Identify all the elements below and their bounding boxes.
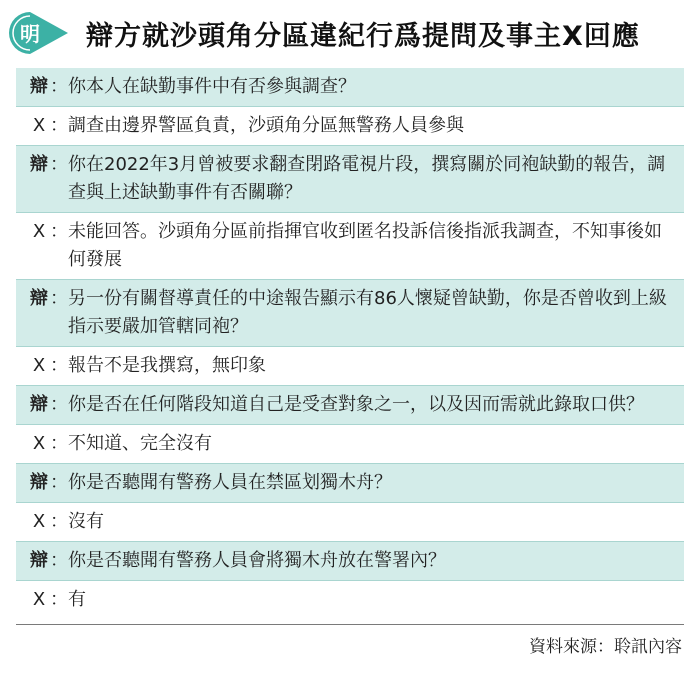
- colon: ：: [50, 433, 68, 454]
- qa-table: [16, 68, 684, 619]
- colon: ：: [50, 511, 68, 532]
- colon: ：: [50, 154, 68, 175]
- answer-speaker: X: [32, 589, 46, 610]
- question-row: [16, 385, 684, 424]
- question-speaker: 辯: [30, 154, 48, 175]
- question-row: [16, 541, 684, 580]
- question-row: [16, 145, 684, 212]
- colon: ：: [50, 115, 68, 136]
- question-speaker: 辯: [30, 394, 48, 415]
- answer-text: 有: [68, 589, 86, 610]
- question-text: 你本人在缺勤事件中有否參與調查？: [68, 76, 356, 97]
- source-note: 資料來源：聆訊內容: [529, 637, 682, 657]
- question-text: 你在2022年3月曾被要求翻查閉路電視片段，撰寫關於同袍缺勤的報告，調查與上述缺勤事件有否關聯？: [68, 154, 666, 203]
- question-speaker: 辯: [30, 550, 48, 571]
- answer-row: [16, 212, 684, 279]
- answer-speaker: X: [32, 511, 46, 532]
- answer-speaker: X: [32, 221, 46, 242]
- question-row: [16, 463, 684, 502]
- answer-speaker: X: [32, 355, 46, 376]
- answer-text: 調查由邊界警區負責，沙頭角分區無警務人員參與: [68, 115, 464, 136]
- page-title: 辯方就沙頭角分區違紀行爲提問及事主X回應: [86, 21, 640, 52]
- colon: ：: [50, 221, 68, 242]
- logo-char: 明: [20, 22, 40, 46]
- colon: ：: [50, 394, 68, 415]
- answer-speaker: X: [32, 115, 46, 136]
- question-text: 你是否聽聞有警務人員會將獨木舟放在警署內？: [68, 550, 446, 571]
- question-speaker: 辯: [30, 472, 48, 493]
- answer-text: 報告不是我撰寫，無印象: [68, 355, 266, 376]
- colon: ：: [50, 76, 68, 97]
- colon: ：: [50, 288, 68, 309]
- colon: ：: [50, 589, 68, 610]
- answer-row: [16, 424, 684, 463]
- header: [0, 0, 700, 68]
- answer-row: [16, 346, 684, 385]
- ming-pao-logo-icon: [8, 10, 72, 56]
- colon: ：: [50, 550, 68, 571]
- answer-text: 未能回答。沙頭角分區前指揮官收到匿名投訴信後指派我調查，不知事後如何發展: [68, 221, 662, 270]
- question-text: 你是否聽聞有警務人員在禁區划獨木舟？: [68, 472, 392, 493]
- question-speaker: 辯: [30, 76, 48, 97]
- footer-divider: [16, 624, 684, 625]
- question-speaker: 辯: [30, 288, 48, 309]
- colon: ：: [50, 472, 68, 493]
- question-text: 另一份有關督導責任的中途報告顯示有86人懷疑曾缺勤，你是否曾收到上級指示要嚴加管轄同袍？: [68, 288, 667, 337]
- question-row: [16, 68, 684, 106]
- question-text: 你是否在任何階段知道自己是受查對象之一，以及因而需就此錄取口供？: [68, 394, 644, 415]
- question-row: [16, 279, 684, 346]
- answer-text: 沒有: [68, 511, 104, 532]
- answer-row: [16, 580, 684, 619]
- answer-speaker: X: [32, 433, 46, 454]
- answer-row: [16, 502, 684, 541]
- answer-text: 不知道、完全沒有: [68, 433, 212, 454]
- colon: ：: [50, 355, 68, 376]
- answer-row: [16, 106, 684, 145]
